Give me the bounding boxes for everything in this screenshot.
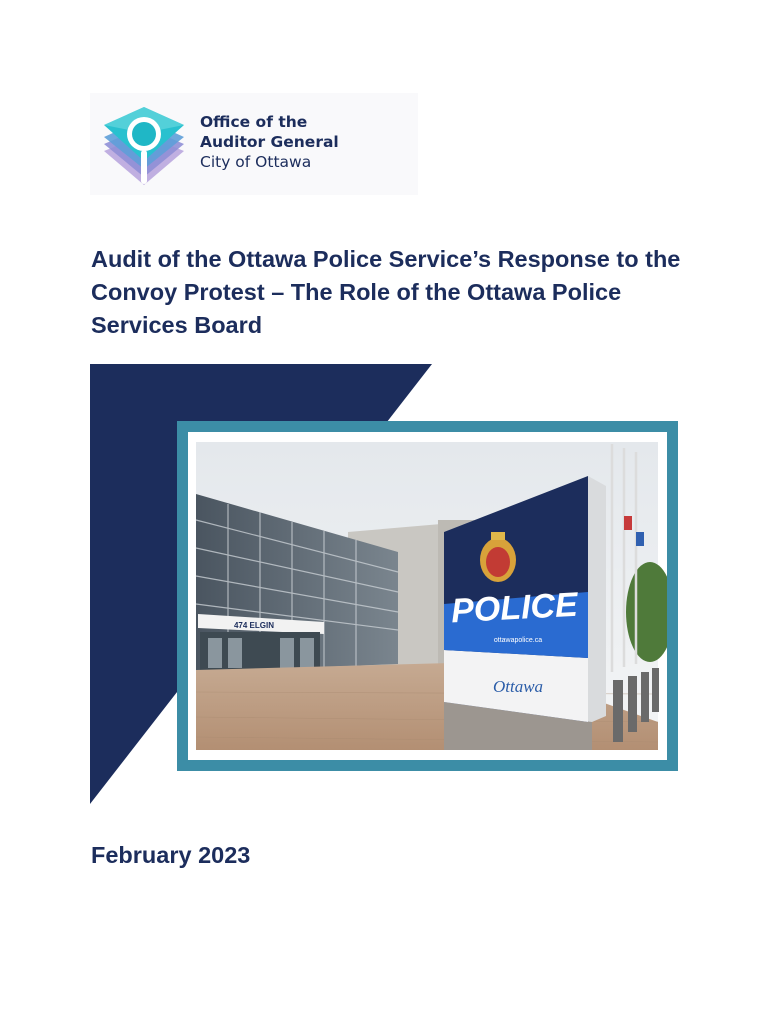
logo-line-auditor: Auditor General xyxy=(200,133,339,151)
police-sign-text: POLICE xyxy=(450,585,579,631)
building-address-sign: 474 ELGIN xyxy=(233,621,275,630)
auditor-general-logo xyxy=(90,93,418,195)
logo-wordmark xyxy=(200,112,339,172)
logo-line-office: Office of the xyxy=(200,113,308,131)
ottawa-city-logo-text: Ottawa xyxy=(492,677,544,696)
report-date: February 2023 xyxy=(91,842,251,868)
police-website-text: ottawapolice.ca xyxy=(493,637,543,644)
logo-line-city: City of Ottawa xyxy=(200,153,312,171)
report-title: Audit of the Ottawa Police Service’s Response to the Convoy Protest – The Role of the Ottawa Police Services Board xyxy=(91,246,681,338)
magnifier-hexagon-icon xyxy=(96,97,192,189)
police-headquarters-photo xyxy=(188,432,667,760)
